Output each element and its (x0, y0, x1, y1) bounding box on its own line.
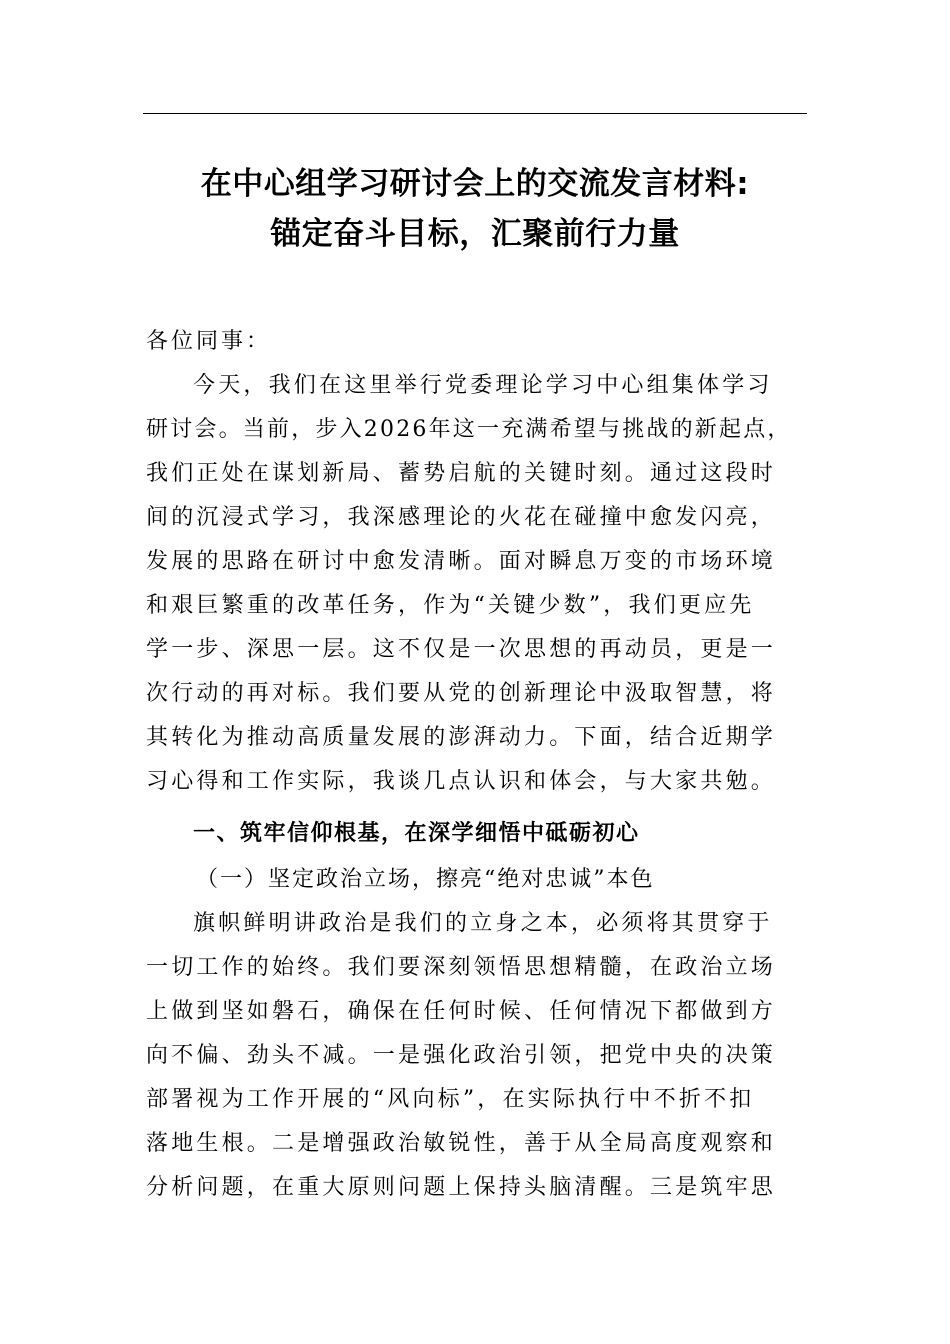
body-line: 一切工作的始终。我们要深刻领悟思想精髓，在政治立场 (146, 955, 777, 980)
intro-line: 学一步、深思一层。这不仅是一次思想的再动员，更是一 (146, 637, 777, 662)
section-heading: 一、筑牢信仰根基，在深学细悟中砥砺初心 (193, 821, 640, 846)
body-line: 旗帜鲜明讲政治是我们的立身之本，必须将其贯穿于 (193, 911, 773, 936)
body-line: 上做到坚如磐石，确保在任何时候、任何情况下都做到方 (146, 999, 777, 1024)
intro-line: 和艰巨繁重的改革任务，作为“关键少数”，我们更应先 (146, 593, 755, 618)
intro-line: 间的沉浸式学习，我深感理论的火花在碰撞中愈发闪亮， (146, 505, 777, 530)
header-rule (143, 113, 807, 114)
intro-line: 研讨会。当前，步入2026年这一充满希望与挑战的新起点， (146, 417, 792, 442)
body-line: 部署视为工作开展的“风向标”，在实际执行中不折不扣 (146, 1087, 755, 1112)
body-line: 向不偏、劲头不减。一是强化政治引领，把党中央的决策 (146, 1043, 777, 1068)
intro-line: 其转化为推动高质量发展的澎湃动力。下面，结合近期学 (146, 725, 777, 750)
greeting: 各位同事： (146, 329, 272, 354)
body-line: 分析问题，在重大原则问题上保持头脑清醒。三是筑牢思 (146, 1175, 777, 1200)
body-line: 落地生根。二是增强政治敏锐性，善于从全局高度观察和 (146, 1131, 777, 1156)
intro-line: 今天，我们在这里举行党委理论学习中心组集体学习 (193, 373, 773, 398)
subsection-heading: （一）坚定政治立场，擦亮“绝对忠诚”本色 (196, 867, 655, 892)
intro-line: 发展的思路在研讨中愈发清晰。面对瞬息万变的市场环境 (146, 549, 777, 574)
document-title-line-1: 在中心组学习研讨会上的交流发言材料: (200, 166, 750, 202)
document-title-line-2: 锚定奋斗目标，汇聚前行力量 (270, 216, 680, 252)
intro-line: 我们正处在谋划新局、蓄势启航的关键时刻。通过这段时 (146, 461, 777, 486)
intro-line: 习心得和工作实际，我谈几点认识和体会，与大家共勉。 (146, 769, 777, 794)
intro-line: 次行动的再对标。我们要从党的创新理论中汲取智慧，将 (146, 681, 777, 706)
